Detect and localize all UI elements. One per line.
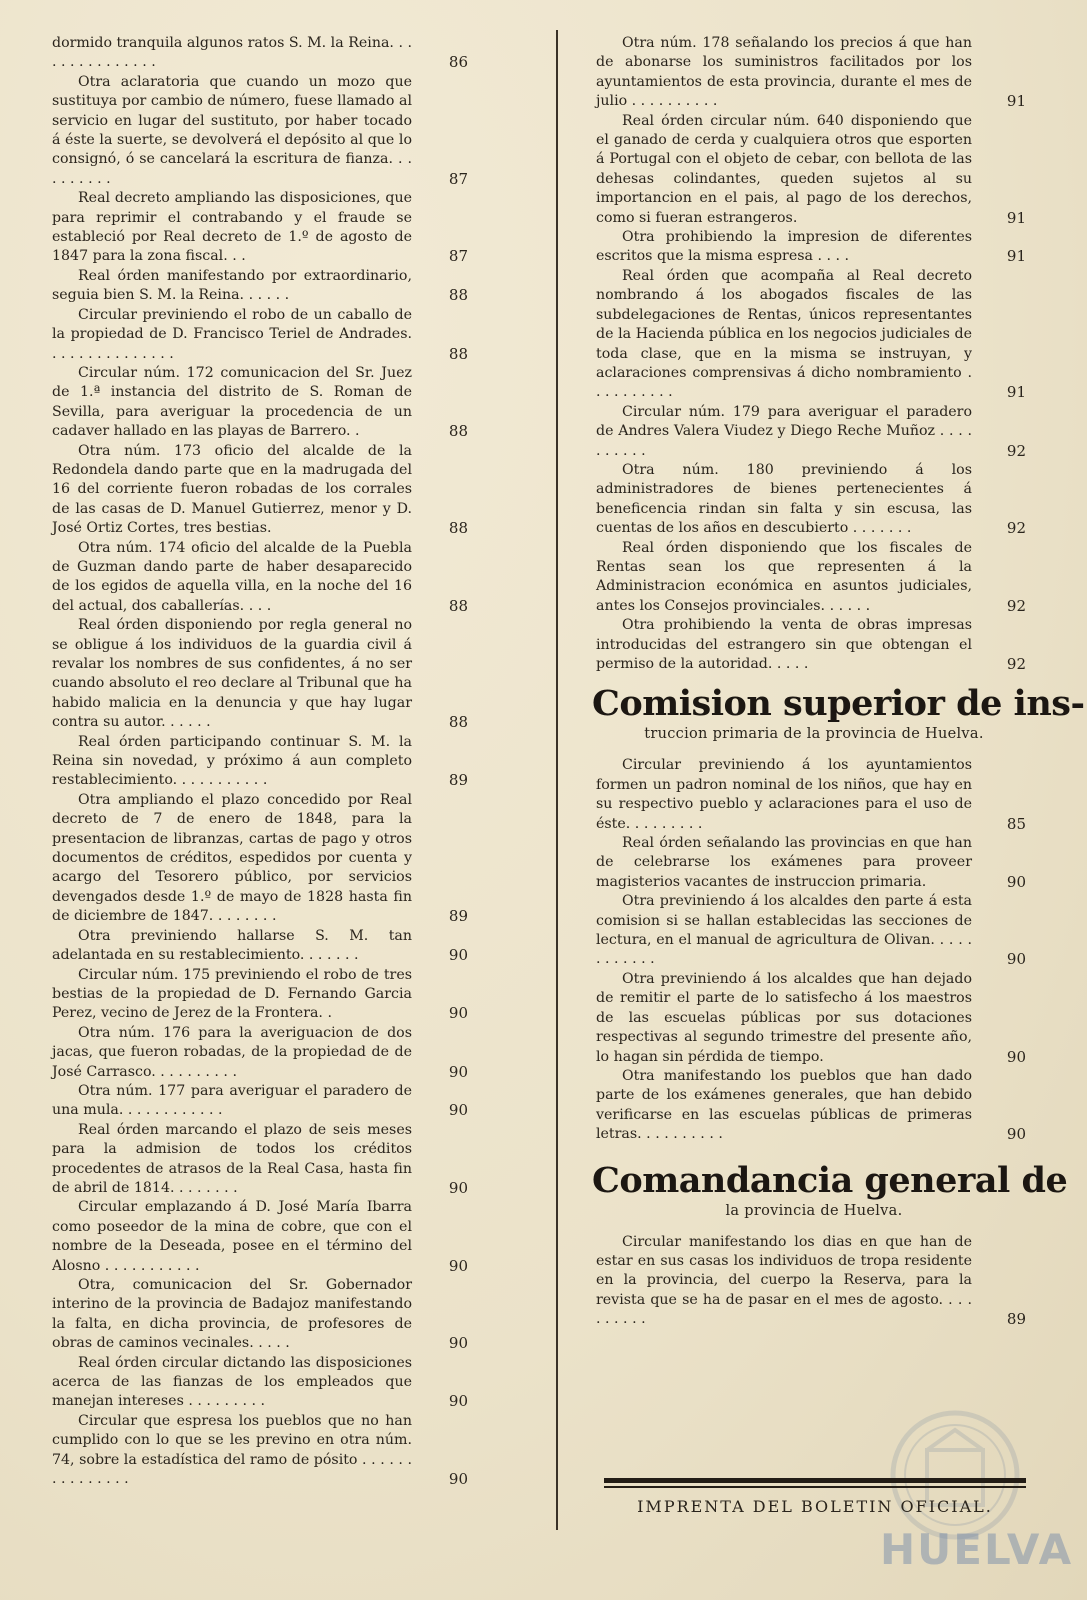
index-entry <box>596 34 1032 112</box>
page-number: 88 <box>448 713 468 732</box>
entry-text: Otra aclaratoria que cuando un mozo que sustituya por cambio de número, fuese llamado al servicio en lugar del sustituto, por haber tocado á éste la suerte, se devolverá el depósito al que lo consignó, ó se cancelará la escritura de fianza. . . . . . . . . . <box>52 73 412 187</box>
index-entry <box>596 461 1032 539</box>
entry-text: Circular emplazando á D. José María Ibarra como poseedor de la mina de cobre, que con el nombre de la Deseada, posee en el término del Alosno . . . . . . . . . . . <box>52 1199 412 1274</box>
entry-text: Real órden disponiendo que los fiscales de Rentas sean los que representen á la Administracion económica en asuntos judiciales, antes los Consejos provinciales. . . . . . <box>596 539 972 614</box>
index-entry <box>596 616 1032 674</box>
entry-text: Otra, comunicacion del Sr. Gobernador interino de la provincia de Badajoz manifestando la falta, en dicha provincia, de profesores de obras de caminos vecinales. . . . . <box>52 1277 412 1352</box>
page-number: 90 <box>448 1256 468 1275</box>
entry-text: Otra núm. 180 previniendo á los administradores de bienes pertenecientes á beneficencia rindan sin falta y sin escusa, las cuentas de los años en descubierto . . . . . . . <box>596 461 972 537</box>
index-entry <box>52 267 472 306</box>
page-number: 90 <box>448 1178 468 1197</box>
index-entry <box>52 733 472 791</box>
entry-text: Circular previniendo á los ayuntamientos formen un padron nominal de los niños, que hay en su respectivo pueblo y aclaraciones para el uso de éste. . . . . . . . . <box>596 757 972 832</box>
right-entry-list <box>596 34 1032 674</box>
instruccion-entry-list <box>596 756 1032 1144</box>
entry-text: Otra prohibiendo la venta de obras impresas introducidas del estrangero sin que obtengan el permiso de la autoridad. . . . . <box>596 617 972 672</box>
entry-text: Real órden que acompaña al Real decreto nombrando á los abogados fiscales de las subdelegaciones de Rentas, únicos representantes de la Hacienda pública en los negocios judiciales de toda clase, que en la misma se instruyan, y aclaraciones comprensivas á dicho nombramiento . . . . . . . . . . <box>596 267 972 401</box>
index-entry <box>596 228 1032 267</box>
page-number: 86 <box>448 53 468 72</box>
entry-text: Otra ampliando el plazo concedido por Real decreto de 7 de enero de 1848, para la presentacion de libranzas, cartas de pago y otros documentos de créditos, espedidos por cuenta y acargo del Tesorero público, por servicios devengados desde 1.º de mayo de 1828 hasta fin de diciembre de 1847. . . . . . . . <box>52 791 412 925</box>
entry-text: Real decreto ampliando las disposiciones, que para reprimir el contrabando y el fraude se estableció por Real decreto de 1.º de agosto de 1847 para la zona fiscal. . . <box>52 190 412 265</box>
page-number: 90 <box>1006 1047 1026 1066</box>
index-entry <box>52 306 472 364</box>
imprint-rule-thin <box>604 1486 1026 1488</box>
entry-text: Otra manifestando los pueblos que han dado parte de los exámenes generales, que han debido verificarse en las escuelas públicas de primeras letras. . . . . . . . . . <box>596 1067 972 1143</box>
page-number: 90 <box>448 1334 468 1353</box>
index-entry <box>52 189 472 267</box>
index-entry <box>52 1024 472 1082</box>
page-number: 91 <box>1006 92 1026 111</box>
index-entry <box>52 1354 472 1412</box>
section-heading-instruccion: Comision superior de ins- <box>592 683 1085 725</box>
page-number: 91 <box>1006 208 1026 227</box>
index-entry <box>596 539 1032 617</box>
page-number: 89 <box>448 771 468 790</box>
section-heading-comandancia: Comandancia general de <box>592 1159 1068 1201</box>
index-entry <box>596 970 1032 1067</box>
entry-text: Real órden participando continuar S. M. la Reina sin novedad, y próximo á aun completo restablecimiento. . . . . . . . . . . <box>52 733 412 789</box>
left-column <box>52 34 472 1489</box>
page-number: 89 <box>1006 1310 1026 1329</box>
index-entry <box>596 403 1032 461</box>
imprint-rule-thick <box>604 1478 1026 1483</box>
watermark-text: HUELVA <box>880 1525 1074 1574</box>
page-number: 88 <box>448 519 468 538</box>
entry-text: Otra prohibiendo la impresion de diferentes escritos que la misma espresa . . . . <box>596 229 972 265</box>
index-entry <box>52 1412 472 1490</box>
index-entry <box>52 791 472 927</box>
entry-text: dormido tranquila algunos ratos S. M. la Reina. . . . . . . . . . . . . . . <box>52 35 412 71</box>
index-entry <box>596 1067 1032 1145</box>
page-number: 90 <box>1006 950 1026 969</box>
index-entry <box>52 34 472 73</box>
index-entry <box>596 892 1032 970</box>
section-subheading-comandancia: la provincia de Huelva. <box>725 1202 903 1219</box>
entry-text: Otra previniendo á los alcaldes que han dejado de remitir el parte de lo satisfecho á los maestros de las escuelas públicas por sus dotaciones respectivas al segundo trimestre del presente año, lo hagan sin pérdida de tiempo. <box>596 970 972 1065</box>
entry-text: Real órden circular dictando las disposiciones acerca de las fianzas de los empleados que manejan intereses . . . . . . . . . <box>52 1354 412 1410</box>
page-number: 88 <box>448 286 468 305</box>
page-number: 88 <box>448 422 468 441</box>
page-number: 92 <box>1006 655 1026 673</box>
index-entry <box>52 927 472 966</box>
page-number: 92 <box>1006 441 1026 460</box>
entry-text: Real órden señalando las provincias en que han de celebrarse los exámenes para proveer magisterios vacantes de instruccion primaria. <box>596 835 972 890</box>
index-entry <box>52 73 472 189</box>
page-number: 90 <box>448 1101 468 1120</box>
index-entry <box>52 1198 472 1276</box>
page-number: 90 <box>448 946 468 965</box>
entry-text: Real órden circular núm. 640 disponiendo que el ganado de cerda y cualquiera otros que esporten á Portugal con el objeto de cebar, con bellota de las dehesas colindantes, queden sujetos al su importancion en el pais, al pago de los derechos, como si fueran estrangeros. <box>596 112 972 226</box>
entry-text: Otra núm. 176 para la averiguacion de dos jacas, que fueron robadas, de la propiedad de de José Carrasco. . . . . . . . . . <box>52 1024 412 1080</box>
page-number: 90 <box>448 1392 468 1411</box>
page-number: 92 <box>1006 596 1026 615</box>
entry-text: Real órden marcando el plazo de seis meses para la admision de todos los créditos procedentes de atrasos de la Real Casa, hasta fin de abril de 1814. . . . . . . . <box>52 1121 412 1196</box>
index-entry <box>52 966 472 1024</box>
page-number: 89 <box>448 907 468 926</box>
index-entry <box>596 834 1032 892</box>
page-number: 92 <box>1006 519 1026 538</box>
entry-text: Real órden manifestando por extraordinario, seguia bien S. M. la Reina. . . . . . <box>52 267 412 304</box>
entry-text: Otra núm. 178 señalando los precios á que han de abonarse los suministros facilitados por los ayuntamientos de esta provincia, durante el mes de julio . . . . . . . . . . <box>596 35 972 110</box>
page-number: 87 <box>448 169 468 188</box>
imprint-line: IMPRENTA DEL BOLETIN OFICIAL. <box>637 1497 993 1516</box>
entry-text: Otra previniendo á los alcaldes den parte á esta comision si se hallan establecidas las secciones de lectura, en el manual de agricultura de Olivan. . . . . . . . . . . . <box>596 893 972 968</box>
right-column <box>592 34 1085 1330</box>
page-number: 88 <box>448 344 468 363</box>
page-number: 90 <box>448 1062 468 1081</box>
index-entry <box>52 1121 472 1199</box>
index-entry <box>52 442 472 539</box>
page-number: 90 <box>1006 1125 1026 1144</box>
entry-text: Real órden disponiendo por regla general no se obligue á los individuos de la guardia civil á revalar los nombres de sus confidentes, á no ser cuando absoluto el reo declare al Tribunal que ha habido malicia en la denuncia y que hay lugar contra su autor. . . . . . <box>52 617 412 731</box>
entry-text: Otra previniendo hallarse S. M. tan adelantada en su restablecimiento. . . . . . . <box>52 927 412 964</box>
page-number: 90 <box>448 1004 468 1023</box>
index-entry <box>52 539 472 617</box>
entry-text: Circular núm. 172 comunicacion del Sr. Juez de 1.ª instancia del distrito de S. Roman de Sevilla, para averiguar la procedencia de un cadaver hallado en las playas de Barrero. . <box>52 364 412 440</box>
page-number: 90 <box>1006 872 1026 891</box>
page-number: 90 <box>448 1470 468 1489</box>
page-number: 91 <box>1006 383 1026 402</box>
entry-text: Circular núm. 175 previniendo el robo de tres bestias de la propiedad de D. Fernando Garcia Perez, vecino de Jerez de la Frontera. . <box>52 966 412 1022</box>
index-entry <box>596 112 1032 228</box>
entry-text: Circular núm. 179 para averiguar el paradero de Andres Valera Viudez y Diego Reche Muñoz . . . . . . . . . . <box>596 403 972 459</box>
entry-text: Otra núm. 173 oficio del alcalde de la Redondela dando parte que en la madrugada del 16 del corriente fueron robadas de los corrales de las casas de D. Manuel Gutierrez, menor y D. José Ortiz Cortes, tres bestias. <box>52 442 412 537</box>
comandancia-entry-list <box>596 1233 1032 1330</box>
index-entry <box>52 1082 472 1121</box>
index-entry <box>596 1233 1032 1330</box>
entry-text: Circular manifestando los dias en que han de estar en sus casas los individuos de tropa residente en la provincia, del cuerpo la Reserva, para la revista que se ha de pasar en el mes de agosto. . . . . . . . . . <box>596 1233 972 1328</box>
page-number: 87 <box>448 247 468 266</box>
index-entry <box>52 1276 472 1354</box>
page-number: 85 <box>1006 814 1026 833</box>
page-number: 91 <box>1006 247 1026 266</box>
section-subheading-instruccion: truccion primaria de la provincia de Huelva. <box>644 726 984 743</box>
page-number: 88 <box>448 596 468 615</box>
entry-text: Otra núm. 177 para averiguar el paradero de una mula. . . . . . . . . . . . <box>52 1082 412 1119</box>
entry-text: Circular previniendo el robo de un caballo de la propiedad de D. Francisco Teriel de Andrades. . . . . . . . . . . . . . . <box>52 306 412 362</box>
index-entry <box>52 364 472 442</box>
entry-text: Circular que espresa los pueblos que no han cumplido con lo que se les previno en otra núm. 74, sobre la estadística del ramo de pósito . . . . . . . . . . . . . . . <box>52 1412 412 1488</box>
index-entry <box>596 756 1032 834</box>
column-divider <box>556 30 558 1530</box>
index-entry <box>596 267 1032 403</box>
index-entry <box>52 616 472 732</box>
entry-text: Otra núm. 174 oficio del alcalde de la Puebla de Guzman dando parte de haber desaparecido de los egidos de aquella villa, en la noche del 16 del actual, dos caballerías. . . . <box>52 539 412 614</box>
